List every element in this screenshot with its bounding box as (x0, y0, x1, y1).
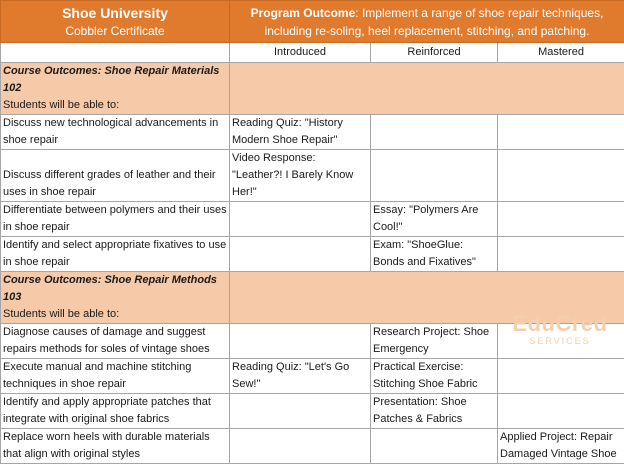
mastered-cell (498, 359, 624, 394)
reinforced-cell: Presentation: Shoe Patches & Fabrics (371, 394, 498, 429)
level-header-row (1, 43, 624, 63)
program-outcome-text: : Implement a range of shoe repair techniques, including re-soling, heel replacement, stitching, and patching. (265, 6, 604, 38)
level-header-blank (1, 43, 230, 63)
outcome-cell: Identify and select appropriate fixatives to use in shoe repair (1, 237, 230, 272)
table-row (1, 359, 624, 394)
reinforced-cell: Essay: "Polymers Are Cool!" (371, 202, 498, 237)
section-header-row (1, 272, 624, 324)
outcome-cell: Discuss different grades of leather and their uses in shoe repair (1, 150, 230, 202)
mastered-cell (498, 202, 624, 237)
mastered-cell (498, 394, 624, 429)
table-row (1, 429, 624, 464)
section-heading-cell (1, 272, 230, 324)
section-heading-cell (1, 63, 230, 115)
table-row (1, 237, 624, 272)
level-introduced: Introduced (230, 43, 371, 63)
table-row (1, 150, 624, 202)
outcome-cell: Differentiate between polymers and their uses in shoe repair (1, 202, 230, 237)
section-filler-cell (230, 63, 624, 115)
program-title: Shoe University (3, 3, 227, 23)
table-row (1, 202, 624, 237)
mastered-cell (498, 237, 624, 272)
outcome-cell: Execute manual and machine stitching techniques in shoe repair (1, 359, 230, 394)
table-row (1, 324, 624, 359)
introduced-cell (230, 202, 371, 237)
introduced-cell (230, 394, 371, 429)
introduced-cell: Reading Quiz: "Let's Go Sew!" (230, 359, 371, 394)
program-outcome-cell (230, 1, 624, 43)
section-title: Course Outcomes: Shoe Repair Methods 103 (3, 272, 227, 306)
table-row (1, 394, 624, 429)
mastered-cell (498, 324, 624, 359)
watermark-brand: EduCred (506, 312, 614, 336)
reinforced-cell (371, 115, 498, 150)
introduced-cell (230, 237, 371, 272)
program-subtitle: Cobbler Certificate (3, 23, 227, 40)
reinforced-cell: Exam: "ShoeGlue: Bonds and Fixatives" (371, 237, 498, 272)
introduced-cell: Reading Quiz: "History Modern Shoe Repair" (230, 115, 371, 150)
section-header-row (1, 63, 624, 115)
reinforced-cell (371, 150, 498, 202)
level-mastered: Mastered (498, 43, 624, 63)
mastered-cell: Applied Project: Repair Damaged Vintage Shoe (498, 429, 624, 464)
table-row (1, 115, 624, 150)
introduced-cell (230, 429, 371, 464)
reinforced-cell (371, 429, 498, 464)
outcome-cell: Discuss new technological advancements in shoe repair (1, 115, 230, 150)
section-filler-cell (230, 272, 624, 324)
mastered-cell (498, 150, 624, 202)
outcome-cell: Identify and apply appropriate patches that integrate with original shoe fabrics (1, 394, 230, 429)
outcome-cell: Replace worn heels with durable materials that align with original styles (1, 429, 230, 464)
watermark-tagline: SERVICES (506, 336, 614, 346)
introduced-cell (230, 324, 371, 359)
section-title: Course Outcomes: Shoe Repair Materials 102 (3, 63, 227, 97)
section-intro: Students will be able to: (3, 306, 227, 323)
level-reinforced: Reinforced (371, 43, 498, 63)
mastered-cell (498, 115, 624, 150)
reinforced-cell: Research Project: Shoe Emergency (371, 324, 498, 359)
table-header-row (1, 1, 624, 43)
section-intro: Students will be able to: (3, 97, 227, 114)
program-outcome-label: Program Outcome (251, 6, 356, 20)
introduced-cell: Video Response: "Leather?! I Barely Know Her!" (230, 150, 371, 202)
reinforced-cell: Practical Exercise: Stitching Shoe Fabric (371, 359, 498, 394)
program-title-cell (1, 1, 230, 43)
outcome-cell: Diagnose causes of damage and suggest repairs methods for soles of vintage shoes (1, 324, 230, 359)
